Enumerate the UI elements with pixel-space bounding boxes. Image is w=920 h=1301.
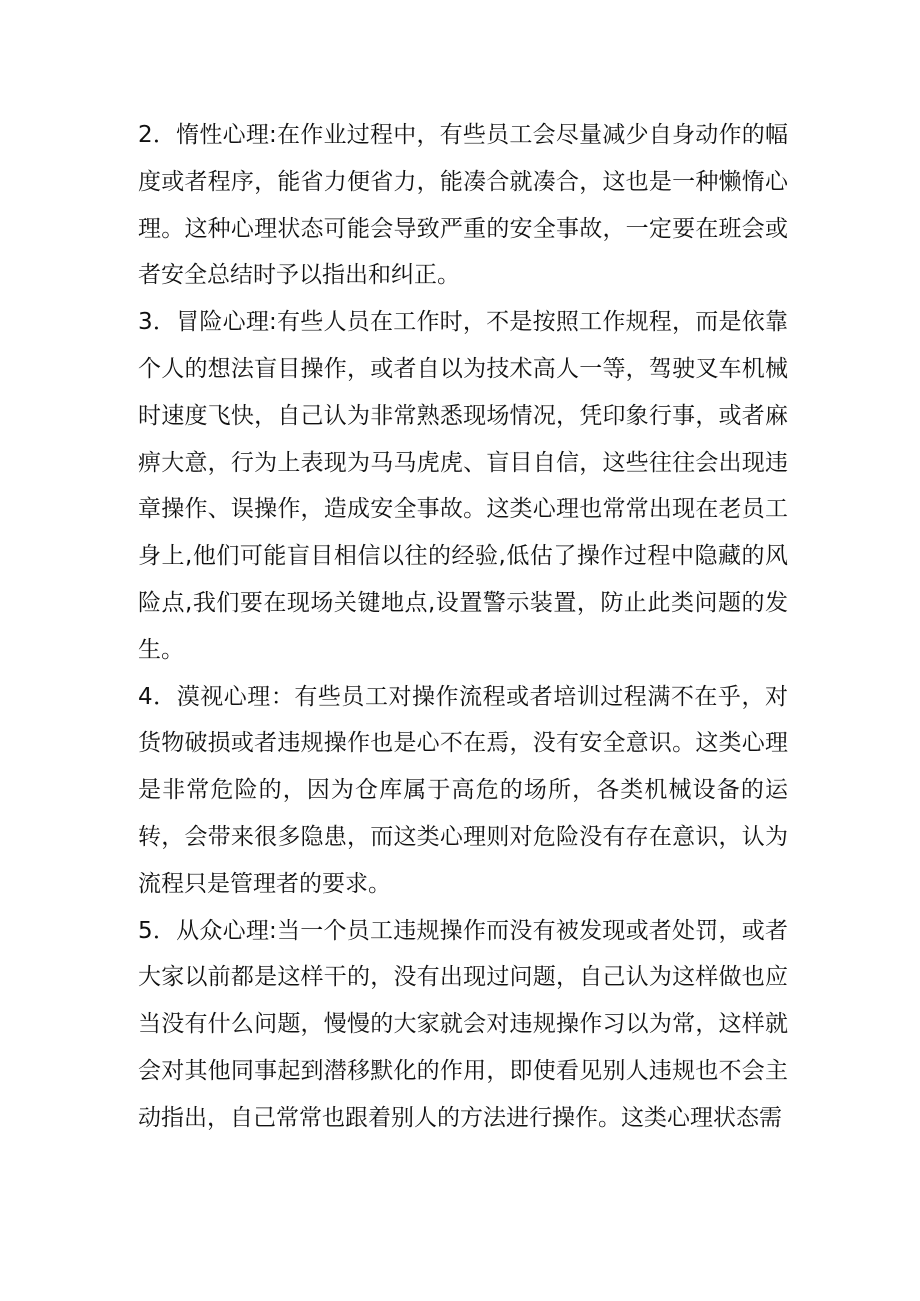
paragraph-risk-psychology: 3．冒险心理:有些人员在工作时，不是按照工作规程，而是依靠个人的想法盲目操作，或者自以为技术高人一等，驾驶叉车机械时速度飞快，自己认为非常熟悉现场情况，凭印象行事，或者麻痹大意，行为上表现为马马虎虎、盲目自信，这些往往会出现违章操作、误操作，造成安全事故。这类心理也常常出现在老员工身上,他们可能盲目相信以往的经验,低估了操作过程中隐藏的风险点,我们要在现场关键地点,设置警示装置，防止此类问题的发生。 [138, 309, 788, 663]
paragraph-indifference-psychology: 4．漠视心理：有些员工对操作流程或者培训过程满不在乎，对货物破损或者违规操作也是心不在焉，没有安全意识。这类心理是非常危险的，因为仓库属于高危的场所，各类机械设备的运转，会带来很多隐患，而这类心理则对危险没有存在意识，认为流程只是管理者的要求。 [138, 683, 788, 897]
paragraph-conformity-psychology: 5．从众心理:当一个员工违规操作而没有被发现或者处罚，或者大家以前都是这样干的，没有出现过问题，自己认为这样做也应当没有什么问题，慢慢的大家就会对违规操作习以为常，这样就会对其他同事起到潜移默化的作用，即使看见别人违规也不会主动指出，自己常常也跟着别人的方法进行操作。这类心理状态需 [138, 917, 788, 1131]
document-body [138, 112, 788, 1142]
paragraph-inertia-psychology: 2．惰性心理:在作业过程中，有些员工会尽量减少自身动作的幅度或者程序，能省力便省力，能凑合就凑合，这也是一种懒惰心理。这种心理状态可能会导致严重的安全事故，一定要在班会或者安全总结时予以指出和纠正。 [138, 122, 788, 289]
